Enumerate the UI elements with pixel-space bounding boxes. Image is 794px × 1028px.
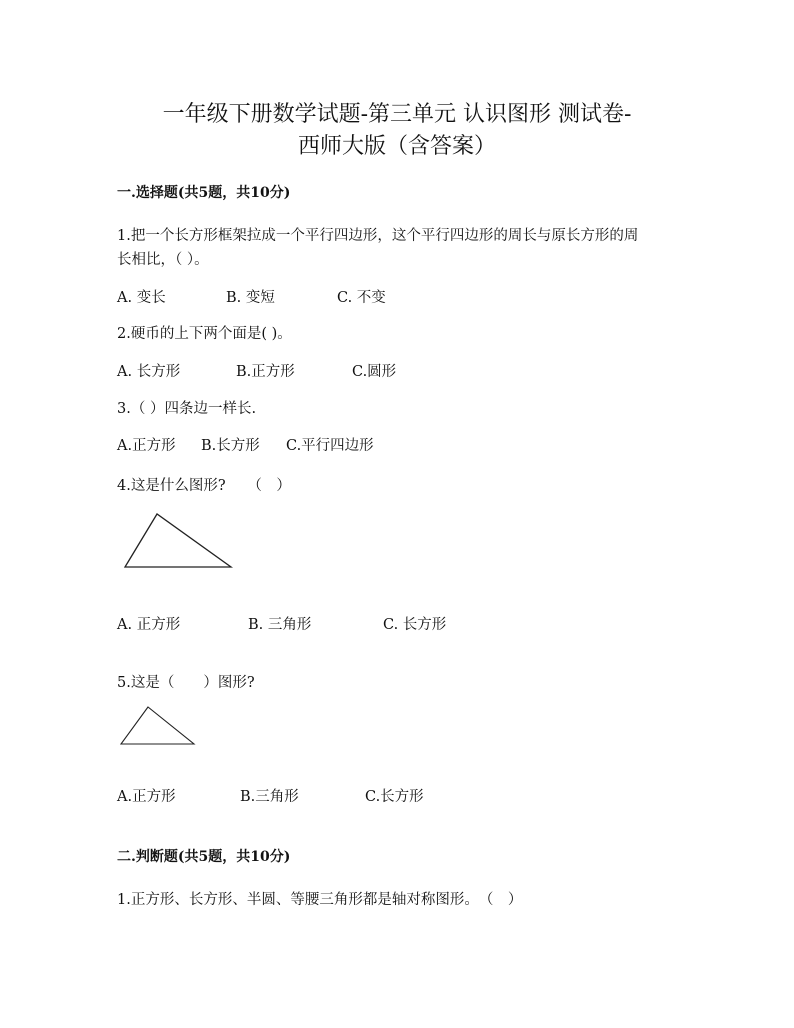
question-4-option-c[interactable]: C. 长方形 bbox=[383, 617, 447, 633]
question-4-option-b[interactable]: B. 三角形 bbox=[248, 617, 312, 633]
question-3-option-c[interactable]: C.平行四边形 bbox=[286, 438, 374, 454]
question-2-text: 2.硬币的上下两个面是( )。 bbox=[117, 326, 292, 342]
question-3-option-a[interactable]: A.正方形 bbox=[117, 438, 176, 454]
question-3-option-b[interactable]: B.长方形 bbox=[201, 438, 260, 454]
question-5-option-c[interactable]: C.长方形 bbox=[365, 789, 424, 805]
triangle-shape-small bbox=[121, 707, 194, 744]
section-heading-judgment: 二.判断题(共5题，共10分) bbox=[117, 849, 291, 865]
question-1-text-line1: 1.把一个长方形框架拉成一个平行四边形，这个平行四边形的周长与原长方形的周 bbox=[117, 228, 639, 244]
question-3-text: 3.（ ）四条边一样长. bbox=[117, 401, 257, 417]
section-heading-choice: 一.选择题(共5题，共10分) bbox=[117, 185, 291, 201]
page-title-line1: 一年级下册数学试题-第三单元 认识图形 测试卷- bbox=[162, 102, 632, 127]
question-1-option-a[interactable]: A. 变长 bbox=[117, 290, 166, 306]
question-2-option-a[interactable]: A. 长方形 bbox=[117, 364, 181, 380]
question-5-text: 5.这是（ ）图形? bbox=[117, 675, 255, 691]
judgment-question-1-text: 1.正方形、长方形、半圆、等腰三角形都是轴对称图形。 （ ） bbox=[117, 892, 523, 908]
question-1-option-c[interactable]: C. 不变 bbox=[337, 290, 386, 306]
question-1-text-line2: 长相比，（ ）。 bbox=[117, 252, 209, 268]
question-4-option-a[interactable]: A. 正方形 bbox=[117, 617, 181, 633]
page-title-line2: 西师大版（含答案） bbox=[297, 134, 496, 159]
question-2-option-c[interactable]: C.圆形 bbox=[352, 364, 397, 380]
question-5-option-a[interactable]: A.正方形 bbox=[117, 789, 176, 805]
question-5-option-b[interactable]: B.三角形 bbox=[240, 789, 299, 805]
question-2-option-b[interactable]: B.正方形 bbox=[236, 364, 295, 380]
question-1-option-b[interactable]: B. 变短 bbox=[226, 290, 275, 306]
triangle-shape-large bbox=[125, 514, 231, 567]
question-4-text: 4.这是什么图形? （ ） bbox=[117, 478, 291, 494]
